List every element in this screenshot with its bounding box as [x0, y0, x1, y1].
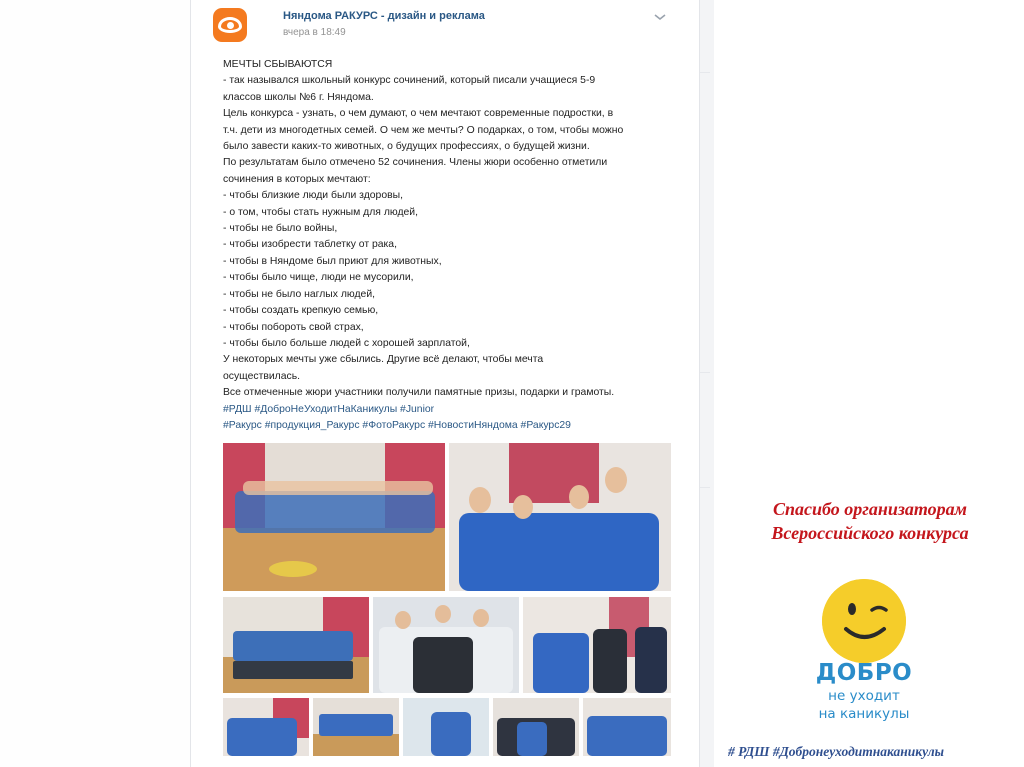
post-line: - чтобы не было войны, [223, 223, 338, 235]
thanks-caption [720, 497, 1020, 545]
divider [700, 72, 710, 73]
thanks-line: Спасибо организаторам [772, 499, 968, 519]
post-line: - чтобы близкие люди были здоровы, [223, 190, 403, 202]
hashtags-line[interactable]: #РДШ #ДоброНеУходитНаКаникулы #Junior [223, 403, 435, 415]
post-line: сочинения в которых мечтают: [223, 173, 371, 185]
post-photo[interactable] [223, 698, 309, 756]
post-line: - чтобы изобрести таблетку от рака, [223, 239, 397, 251]
post-line: - о том, чтобы стать нужным для людей, [223, 206, 418, 218]
post-line: т.ч. дети из многодетных семей. О чем же мечты? О подарках, о том, чтобы можно [223, 124, 624, 136]
post-photo[interactable] [223, 443, 445, 591]
post-photo[interactable] [449, 443, 671, 591]
page-edge-right [700, 0, 714, 767]
hashtags-line[interactable]: #Ракурс #продукция_Ракурс #ФотоРакурс #НовостиНяндома #Ракурс29 [223, 419, 571, 431]
post-line: классов школы №6 г. Няндома. [223, 91, 374, 103]
post-photo[interactable] [493, 698, 579, 756]
post-author-link[interactable]: Няндома РАКУРС - дизайн и реклама [283, 10, 485, 22]
smiley-wink-icon [822, 579, 906, 663]
post-line: - чтобы создать крепкую семью, [223, 305, 379, 317]
post-text [223, 57, 678, 434]
vk-post-card [190, 0, 700, 767]
post-photo[interactable] [313, 698, 399, 756]
post-timestamp[interactable]: вчера в 18:49 [283, 27, 346, 38]
post-photo[interactable] [583, 698, 671, 756]
logo-subtitle-line: не уходит [828, 688, 900, 704]
post-photo[interactable] [403, 698, 489, 756]
post-line: Цель конкурса - узнать, о чем думают, о чем мечтают современные подростки, в [223, 108, 614, 120]
post-line: осуществилась. [223, 370, 300, 382]
post-photo[interactable] [523, 597, 671, 693]
post-line: Все отмеченные жюри участники получили памятные призы, подарки и грамоты. [223, 387, 615, 399]
group-avatar[interactable] [213, 8, 247, 42]
post-line: - чтобы не было наглых людей, [223, 288, 376, 300]
post-photo[interactable] [373, 597, 519, 693]
page-edge-left [0, 0, 190, 767]
divider [700, 487, 710, 488]
post-line: - чтобы побороть свой страх, [223, 321, 364, 333]
post-line: - чтобы было чище, люди не мусорили, [223, 272, 414, 284]
post-line: МЕЧТЫ СБЫВАЮТСЯ [223, 59, 333, 70]
thanks-line: Всероссийского конкурса [771, 523, 969, 543]
post-line: - так назывался школьный конкурс сочинений, который писали учащиеся 5-9 [223, 75, 596, 87]
post-line: - чтобы было больше людей с хорошей зарплатой, [223, 337, 470, 349]
post-line: У некоторых мечты уже сбылись. Другие всё делают, чтобы мечта [223, 354, 544, 366]
slide-hashtags: # РДШ #Добронеуходитнаканикулы [728, 744, 945, 759]
chevron-down-icon[interactable] [653, 12, 667, 22]
logo-title: ДОБРО [815, 660, 913, 686]
post-line: По результатам было отмечено 52 сочинения. Члены жюри особенно отметили [223, 157, 608, 169]
divider [700, 372, 710, 373]
post-line: - чтобы в Няндоме был приют для животных, [223, 255, 442, 267]
post-line: было завести каких-то животных, о будущих профессиях, о будущей жизни. [223, 141, 590, 153]
logo-subtitle-line: на каникулы [818, 706, 910, 722]
eye-logo-icon [218, 17, 242, 33]
logo-subtitle [796, 687, 932, 723]
post-photo[interactable] [223, 597, 369, 693]
